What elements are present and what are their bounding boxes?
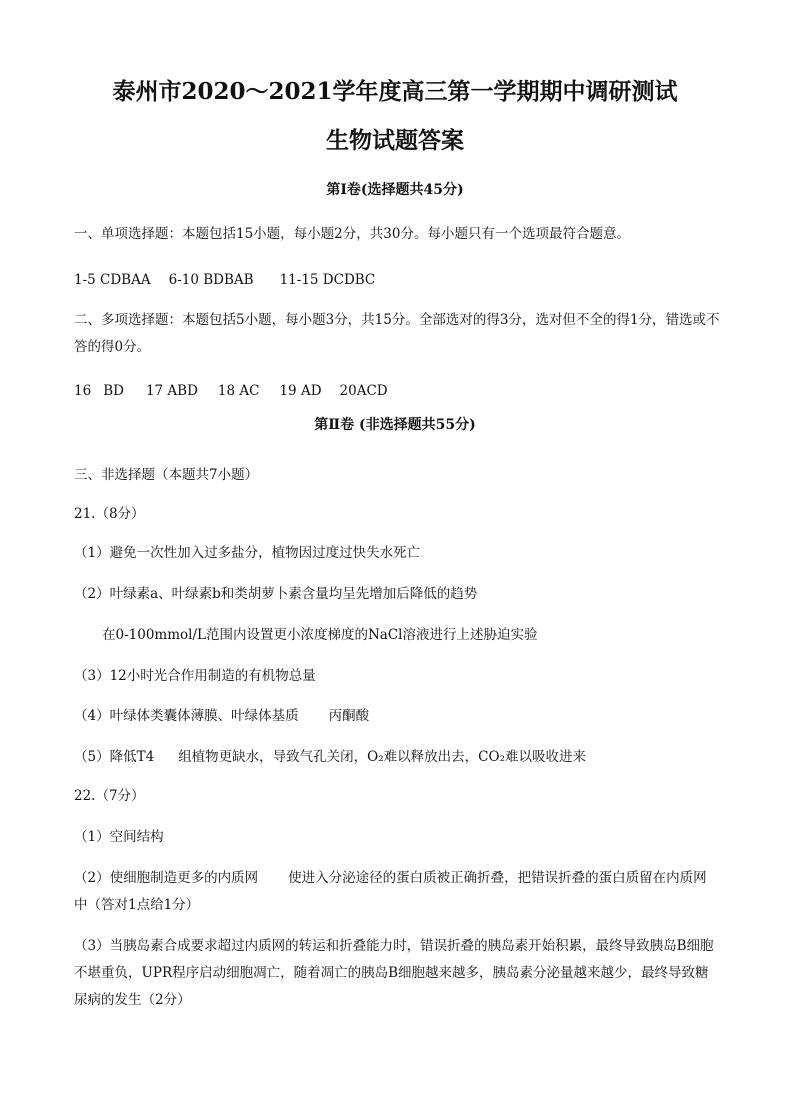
section2-intro: 二、多项选择题：本题包括5小题，每小题3分，共15分。全部选对的得3分，选对但不全的得1分，错选或不答的得0分。 (74, 312, 720, 355)
multi-choice-answers (74, 382, 388, 400)
q21-answer-4 (74, 707, 369, 725)
answer-18: 18 AC (217, 383, 260, 399)
answer-group-6-10: 6-10 BDBAB (168, 272, 254, 288)
q21-label: 21.（8分） (74, 506, 145, 522)
part1-heading: 第Ⅰ卷(选择题共45分) (326, 182, 464, 198)
q22-answer-2-part1: （2）使细胞制造更多的内质网 (74, 870, 259, 886)
q22-answer-2 (74, 865, 720, 919)
q21-answer-3: （3）12小时光合作用制造的有机物总量 (74, 668, 316, 684)
section3-intro: 三、非选择题（本题共7小题） (74, 467, 259, 483)
q21-answer-4-part2: 丙酮酸 (328, 708, 370, 724)
q21-answer-2: （2）叶绿素a、叶绿素b和类胡萝卜素含量均呈先增加后降低的趋势 (74, 586, 478, 602)
document-title: 泰州市2020～2021学年度高三第一学期期中调研测试 (112, 78, 678, 105)
part2-heading: 第Ⅱ卷 (非选择题共55分) (314, 417, 476, 433)
q21-answer-5-part2: 组植物更缺水，导致气孔关闭，O₂难以释放出去，CO₂难以吸收进来 (178, 749, 586, 765)
q21-answer-4-part1: （4）叶绿体类囊体薄膜、叶绿体基质 (74, 708, 299, 724)
answer-19: 19 AD (279, 383, 322, 399)
answer-20: 20ACD (339, 383, 388, 399)
q22-answer-1: （1）空间结构 (74, 829, 164, 845)
answer-17: 17 ABD (145, 383, 198, 399)
answer-16-number: 16 (74, 383, 92, 399)
single-choice-answers (74, 271, 375, 289)
answer-group-1-5: 1-5 CDBAA (74, 272, 151, 288)
q21-answer-5 (74, 748, 586, 766)
section1-intro: 一、单项选择题：本题包括15小题，每小题2分，共30分。每小题只有一个选项最符合题意。 (74, 226, 630, 242)
q21-answer-5-part1: （5）降低T4 (74, 749, 155, 765)
q21-answer-2b: 在0-100mmol/L范围内设置更小浓度梯度的NaCl溶液进行上述胁迫实验 (102, 627, 538, 643)
document-subtitle: 生物试题答案 (326, 127, 464, 154)
q22-answer-3: （3）当胰岛素合成要求超过内质网的转运和折叠能力时，错误折叠的胰岛素开始积累，最终导致胰岛B细胞不堪重负，UPR程序启动细胞凋亡，随着凋亡的胰岛B细胞越来越多，胰岛素分泌量越来越少，最终导致糖尿病的发生（2分） (74, 938, 714, 1008)
answer-16: BD (103, 383, 124, 399)
q22-label: 22.（7分） (74, 788, 145, 804)
q21-answer-1: （1）避免一次性加入过多盐分，植物因过度过快失水死亡 (74, 545, 421, 561)
answer-group-11-15: 11-15 DCDBC (279, 272, 376, 288)
q22-answer-2-part2: 使进入分泌途径的蛋白质被正确折叠，把错误折叠的蛋白质留在内质网中（答对1点给1分） (74, 870, 707, 913)
